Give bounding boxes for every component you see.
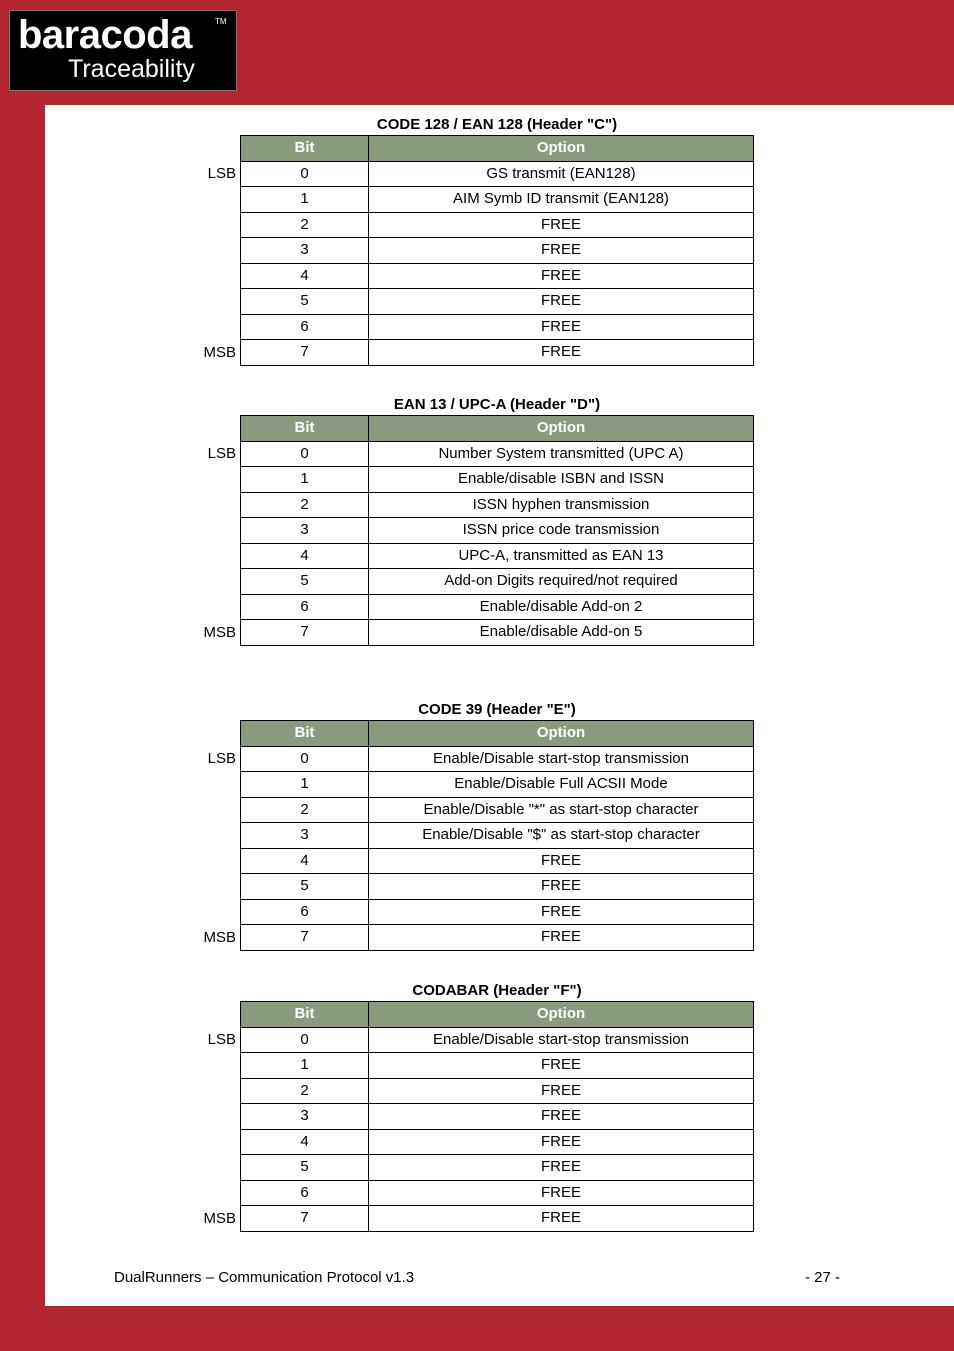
header-bit: Bit (241, 136, 369, 162)
option-cell: FREE (369, 1053, 754, 1079)
bit-cell: 7 (241, 1206, 369, 1232)
table-row (241, 874, 754, 900)
table-header-row (241, 721, 754, 747)
msb-label: MSB (203, 623, 236, 641)
table-row (241, 1129, 754, 1155)
table-row (241, 187, 754, 213)
bit-cell: 2 (241, 492, 369, 518)
table-row (241, 492, 754, 518)
section-title: CODABAR (Header "F") (412, 982, 582, 999)
option-cell: FREE (369, 212, 754, 238)
table-row (241, 569, 754, 595)
logo-wordmark: baracoda (18, 13, 192, 57)
bit-cell: 7 (241, 925, 369, 951)
table-row (241, 594, 754, 620)
option-cell: AIM Symb ID transmit (EAN128) (369, 187, 754, 213)
option-cell: FREE (369, 1180, 754, 1206)
bit-cell: 1 (241, 772, 369, 798)
bit-cell: 1 (241, 187, 369, 213)
section-title: EAN 13 / UPC-A (Header "D") (393, 396, 601, 413)
option-cell: FREE (369, 925, 754, 951)
bit-cell: 5 (241, 1155, 369, 1181)
table-row (241, 289, 754, 315)
table-row (241, 1078, 754, 1104)
bit-cell: 3 (241, 518, 369, 544)
msb-label: MSB (203, 928, 236, 946)
option-cell: Enable/Disable "$" as start-stop character (369, 823, 754, 849)
table-header-row (241, 1002, 754, 1028)
bit-cell: 6 (241, 594, 369, 620)
bit-cell: 4 (241, 848, 369, 874)
option-cell: FREE (369, 1155, 754, 1181)
option-cell: Enable/disable ISBN and ISSN (369, 467, 754, 493)
bit-cell: 3 (241, 1104, 369, 1130)
option-cell: ISSN price code transmission (369, 518, 754, 544)
table-row (241, 746, 754, 772)
header-option: Option (369, 416, 754, 442)
bit-cell: 6 (241, 314, 369, 340)
table-row (241, 620, 754, 646)
bit-cell: 5 (241, 569, 369, 595)
table-row (241, 1104, 754, 1130)
header-option: Option (369, 1002, 754, 1028)
option-cell: FREE (369, 874, 754, 900)
option-cell: Add-on Digits required/not required (369, 569, 754, 595)
option-cell: Enable/disable Add-on 2 (369, 594, 754, 620)
option-cell: GS transmit (EAN128) (369, 161, 754, 187)
table-row (241, 1206, 754, 1232)
option-cell: UPC-A, transmitted as EAN 13 (369, 543, 754, 569)
options-table (240, 415, 754, 646)
bit-cell: 5 (241, 289, 369, 315)
bit-cell: 2 (241, 1078, 369, 1104)
msb-label: MSB (203, 1209, 236, 1227)
bit-cell: 3 (241, 238, 369, 264)
option-cell: FREE (369, 340, 754, 366)
table-row (241, 314, 754, 340)
table-row (241, 467, 754, 493)
table-row (241, 797, 754, 823)
header-bit: Bit (241, 416, 369, 442)
table-row (241, 848, 754, 874)
option-cell: FREE (369, 289, 754, 315)
option-cell: FREE (369, 1104, 754, 1130)
section-title: CODE 39 (Header "E") (418, 701, 576, 718)
table-row (241, 212, 754, 238)
bit-cell: 1 (241, 467, 369, 493)
bit-cell: 7 (241, 340, 369, 366)
table-row (241, 263, 754, 289)
bit-cell: 2 (241, 797, 369, 823)
lsb-label: LSB (207, 749, 236, 767)
table-row (241, 899, 754, 925)
lsb-label: LSB (207, 164, 236, 182)
option-cell: Enable/disable Add-on 5 (369, 620, 754, 646)
bit-cell: 3 (241, 823, 369, 849)
table-row (241, 772, 754, 798)
options-table (240, 720, 754, 951)
bit-cell: 6 (241, 1180, 369, 1206)
table-header-row (241, 136, 754, 162)
option-cell: FREE (369, 1206, 754, 1232)
table-row (241, 1027, 754, 1053)
option-cell: FREE (369, 263, 754, 289)
table-row (241, 925, 754, 951)
option-cell: FREE (369, 1129, 754, 1155)
header-bit: Bit (241, 1002, 369, 1028)
bit-cell: 0 (241, 161, 369, 187)
table-header-row (241, 416, 754, 442)
msb-label: MSB (203, 343, 236, 361)
footer-document-title: DualRunners – Communication Protocol v1.3 (114, 1269, 415, 1286)
bit-cell: 7 (241, 620, 369, 646)
bit-cell: 4 (241, 543, 369, 569)
bit-cell: 5 (241, 874, 369, 900)
header-bit: Bit (241, 721, 369, 747)
footer-page-number: - 27 - (804, 1269, 840, 1286)
bit-cell: 2 (241, 212, 369, 238)
options-table (240, 1001, 754, 1232)
option-cell: Enable/Disable "*" as start-stop character (369, 797, 754, 823)
option-cell: FREE (369, 848, 754, 874)
table-row (241, 340, 754, 366)
table-row (241, 1053, 754, 1079)
header-option: Option (369, 721, 754, 747)
bit-cell: 0 (241, 1027, 369, 1053)
option-cell: FREE (369, 314, 754, 340)
option-cell: FREE (369, 238, 754, 264)
bit-cell: 0 (241, 441, 369, 467)
section-title: CODE 128 / EAN 128 (Header "C") (376, 116, 618, 133)
table-row (241, 518, 754, 544)
header-option: Option (369, 136, 754, 162)
bit-cell: 6 (241, 899, 369, 925)
table-row (241, 238, 754, 264)
table-row (241, 1155, 754, 1181)
logo-subtitle: Traceability (68, 55, 195, 83)
lsb-label: LSB (207, 1030, 236, 1048)
options-table (240, 135, 754, 366)
bit-cell: 4 (241, 1129, 369, 1155)
option-cell: Number System transmitted (UPC A) (369, 441, 754, 467)
logo-trademark: TM (215, 17, 227, 26)
table-row (241, 441, 754, 467)
baracoda-logo (9, 10, 237, 91)
table-row (241, 1180, 754, 1206)
table-row (241, 823, 754, 849)
bit-cell: 1 (241, 1053, 369, 1079)
option-cell: Enable/Disable start-stop transmission (369, 746, 754, 772)
option-cell: ISSN hyphen transmission (369, 492, 754, 518)
table-row (241, 161, 754, 187)
option-cell: Enable/Disable Full ACSII Mode (369, 772, 754, 798)
bit-cell: 4 (241, 263, 369, 289)
lsb-label: LSB (207, 444, 236, 462)
option-cell: Enable/Disable start-stop transmission (369, 1027, 754, 1053)
table-row (241, 543, 754, 569)
option-cell: FREE (369, 899, 754, 925)
option-cell: FREE (369, 1078, 754, 1104)
bit-cell: 0 (241, 746, 369, 772)
